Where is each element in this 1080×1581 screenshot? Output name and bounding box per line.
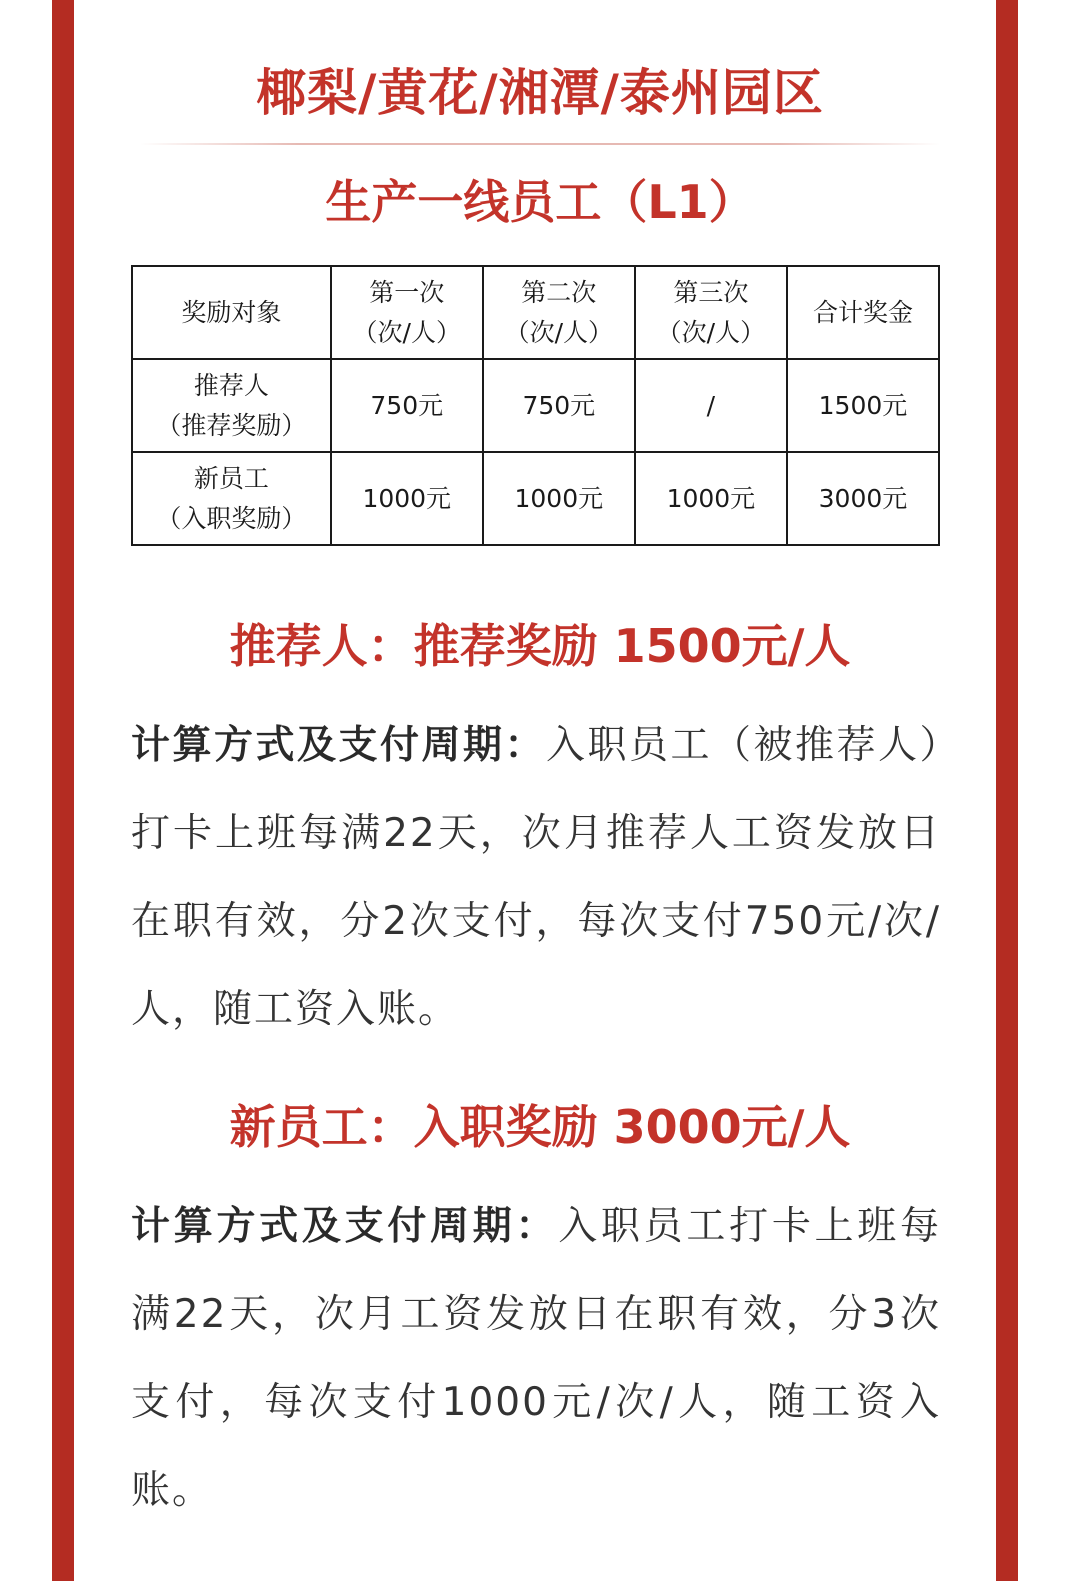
cell-second: 1000元 [483, 452, 635, 545]
cell-target [132, 359, 331, 452]
new-employee-method-label: 计算方式及支付周期： [131, 1204, 559, 1249]
header-target [132, 266, 331, 359]
cell-third: 1000元 [635, 452, 787, 545]
new-employee-reward-description [131, 1183, 941, 1535]
target-reward-type: （推荐奖励） [156, 410, 307, 440]
header-second [483, 266, 635, 359]
header-first-unit: （次/人） [352, 317, 461, 347]
header-total-label: 合计奖金 [812, 297, 913, 327]
referrer-method-text: 入职员工（被推荐人）打卡上班每满22天，次月推荐人工资发放日在职有效，分2次支付，每次支付750元/次/人，随工资入账。 [131, 723, 941, 1032]
title-divider [140, 143, 940, 145]
header-second-label: 第二次 [521, 277, 597, 307]
table-row [132, 452, 939, 545]
right-border-bar [996, 0, 1018, 1581]
cell-target [132, 452, 331, 545]
left-border-bar [52, 0, 74, 1581]
header-third [635, 266, 787, 359]
referrer-method-label: 计算方式及支付周期： [131, 723, 546, 768]
target-name: 新员工 [193, 463, 269, 493]
referrer-reward-heading: 推荐人：推荐奖励 1500元/人 [229, 619, 851, 673]
header-first [331, 266, 483, 359]
header-third-label: 第三次 [673, 277, 749, 307]
new-employee-reward-heading: 新员工：入职奖励 3000元/人 [229, 1100, 851, 1154]
header-target-label: 奖励对象 [181, 297, 282, 327]
new-employee-method-text: 入职员工打卡上班每满22天，次月工资发放日在职有效，分3次支付，每次支付1000元/次/人，随工资入账。 [131, 1204, 941, 1513]
cell-first: 1000元 [331, 452, 483, 545]
header-second-unit: （次/人） [504, 317, 614, 347]
target-reward-type: （入职奖励） [156, 503, 307, 533]
table-header-row [132, 266, 939, 359]
header-total [787, 266, 939, 359]
referrer-reward-description [131, 702, 941, 1054]
target-name: 推荐人 [193, 370, 269, 400]
cell-total: 1500元 [787, 359, 939, 452]
page-title: 椰梨/黄花/湘潭/泰州园区 [256, 64, 824, 122]
header-first-label: 第一次 [369, 277, 445, 307]
header-third-unit: （次/人） [656, 317, 766, 347]
cell-total: 3000元 [787, 452, 939, 545]
cell-third: / [635, 359, 787, 452]
table-row [132, 359, 939, 452]
cell-first: 750元 [331, 359, 483, 452]
page-subtitle: 生产一线员工（L1） [325, 175, 755, 229]
reward-table [131, 265, 940, 546]
cell-second: 750元 [483, 359, 635, 452]
